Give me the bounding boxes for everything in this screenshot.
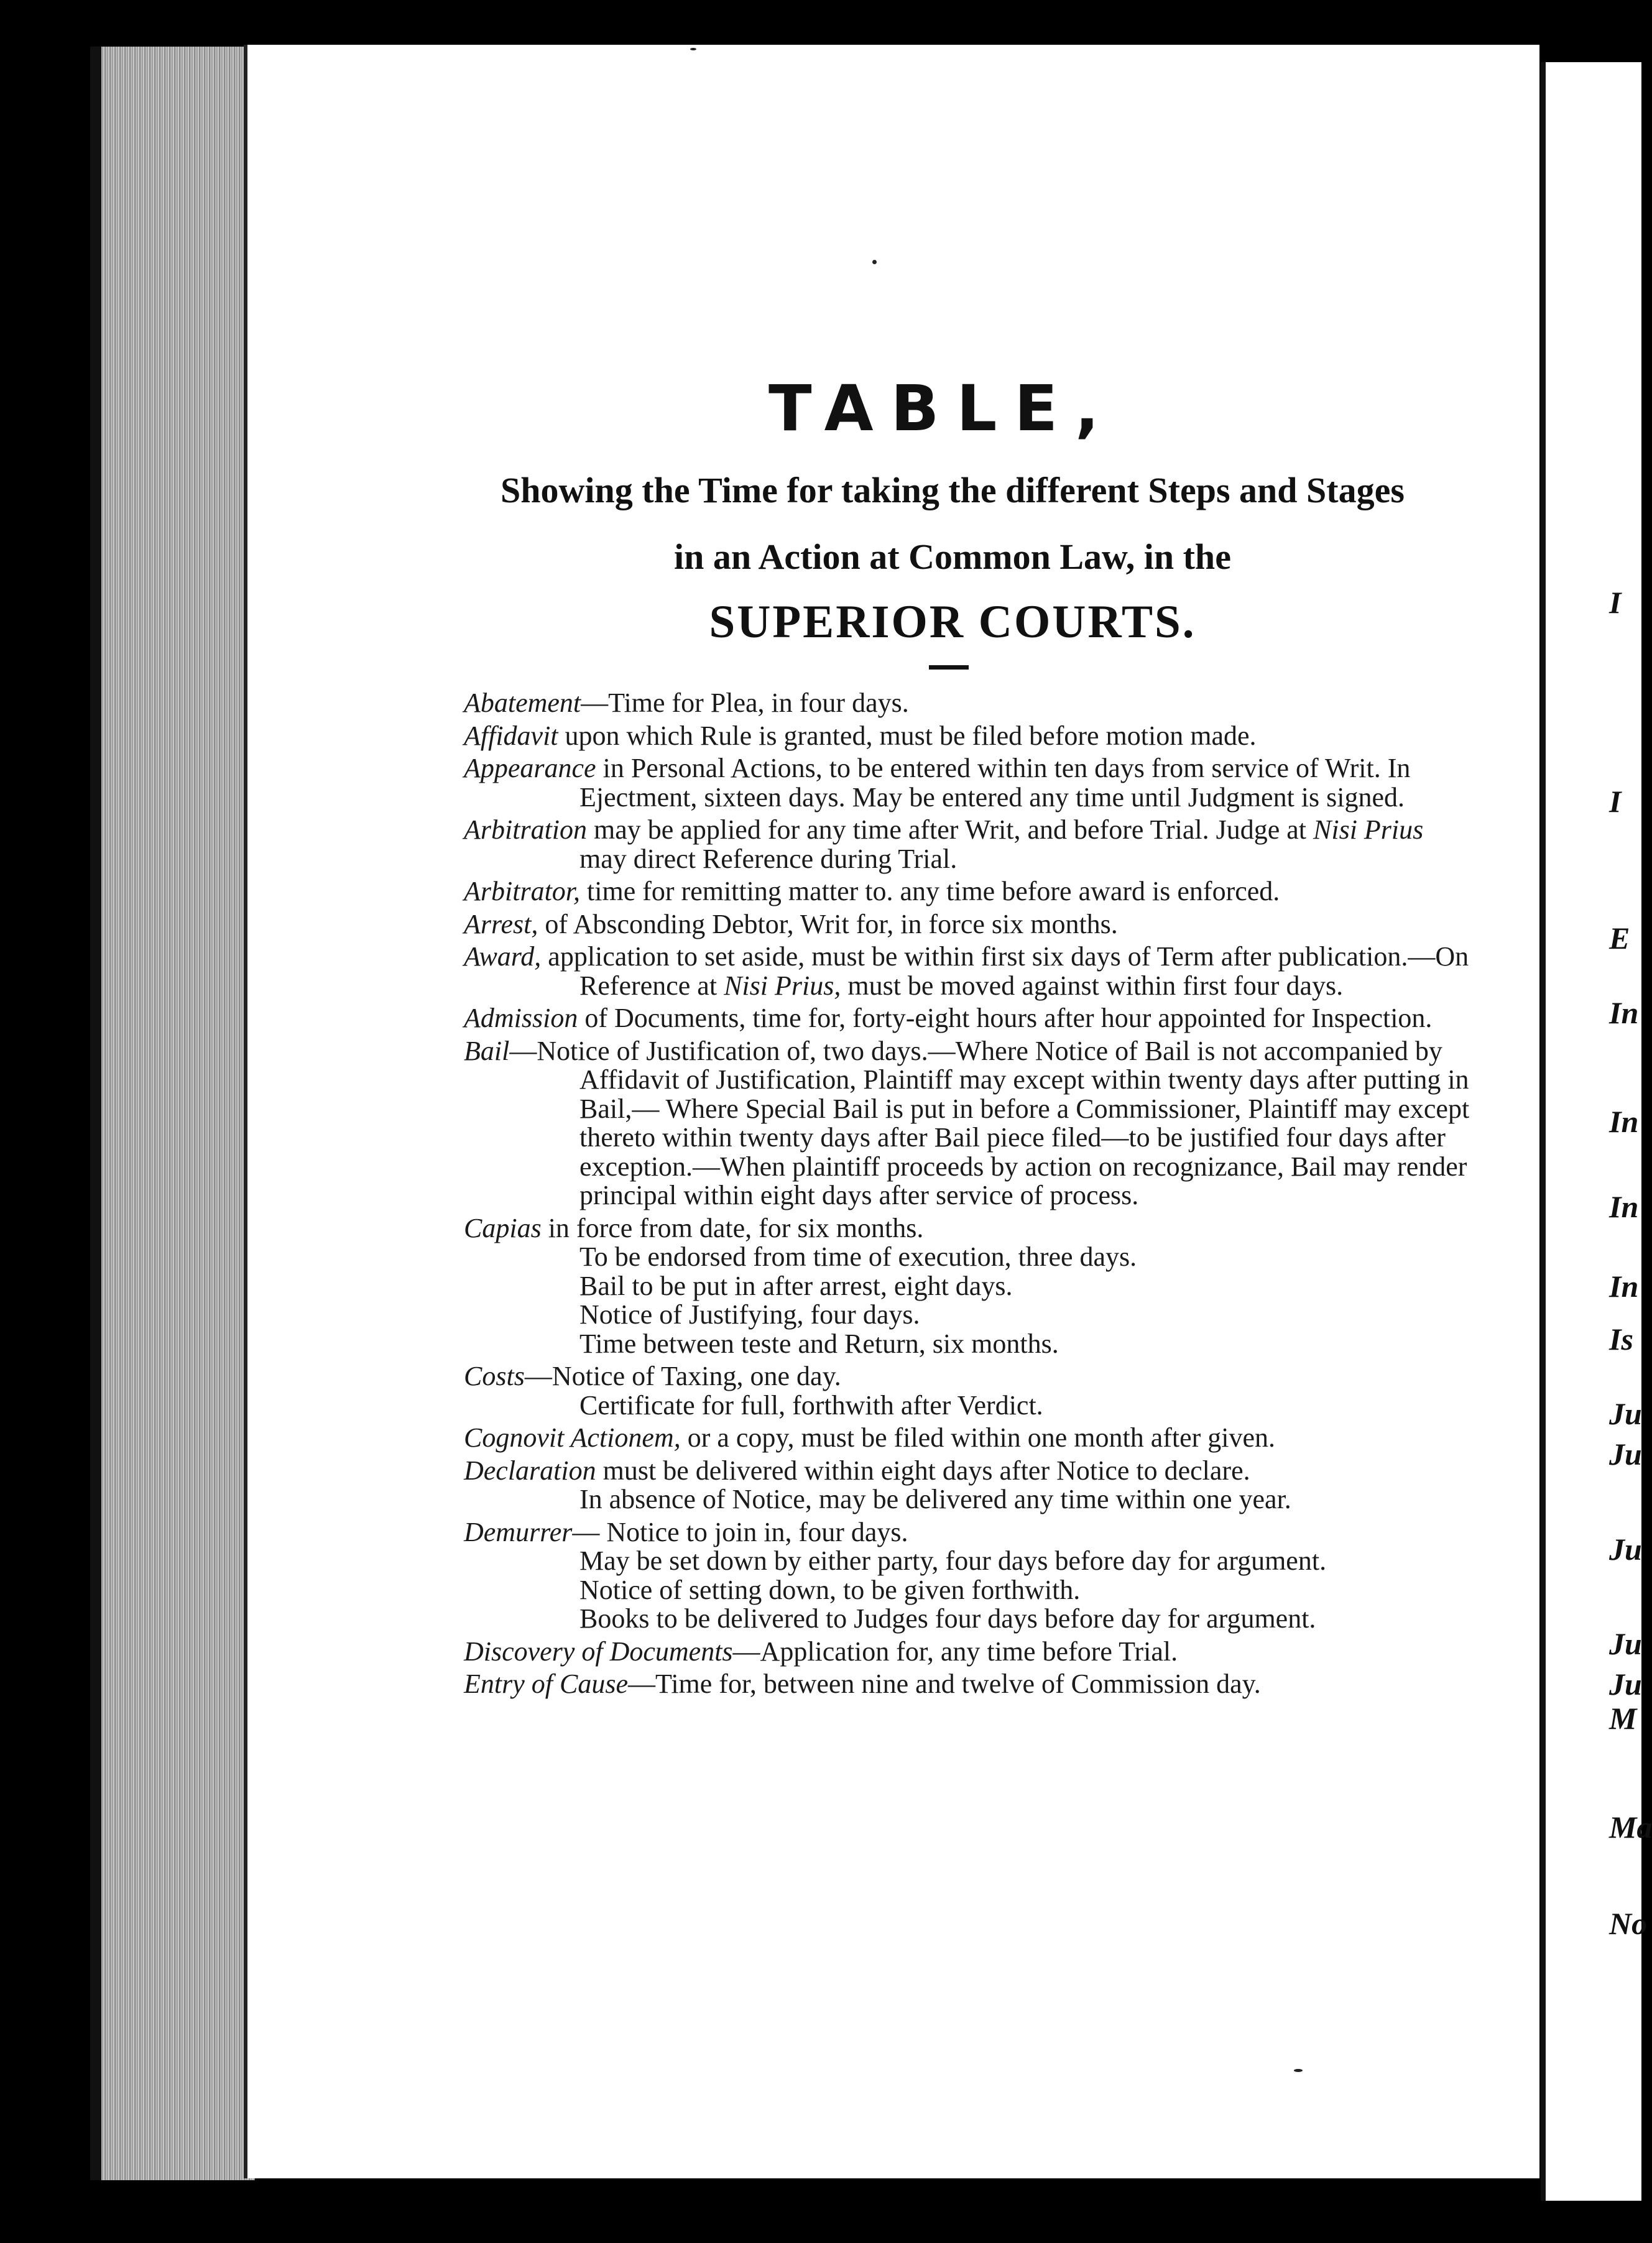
entry-text: — Notice to join in, four days. [572,1516,908,1547]
entry-text: may be applied for any time after Writ, and before Trial. Judge at [587,814,1306,845]
table-entry [464,910,1477,939]
table-entry [464,1424,1477,1453]
facing-page-fragment: In [1609,995,1639,1030]
entry-subline: May be set down by either party, four days before day for argument. [579,1545,1327,1576]
entry-subline: Bail to be put in after arrest, eight days. [579,1270,1013,1301]
table-entry [464,1670,1477,1699]
facing-page-fragment: I [1609,585,1622,620]
entry-term: Bail [464,1035,510,1066]
subtitle-line-2: in an Action at Common Law, in the [674,537,1231,577]
table-entry [464,722,1477,751]
print-speck [690,48,696,50]
entry-text: —Notice of Justification of, two days.—Where Notice of Bail is not accompanied by Affidavit of Justification, Plaintiff may except within twenty days after putting in Bail,— Where Special Bail is put in before a Commissioner, Plaintiff may except thereto within twenty days after Bail piece filed—to be justified four days after exception.—When plaintiff proceeds by action on recognizance, Bail may render principal within eight days after service of process. [509,1035,1470,1210]
table-entry [464,689,1477,718]
entry-text: or a copy, must be filed within one month after given. [680,1422,1276,1453]
entry-text: in force from date, for six months. [541,1212,924,1243]
subtitle-line-1: Showing the Time for taking the different Steps and Stages [501,470,1405,510]
entry-subline: Time between teste and Return, six months. [579,1328,1059,1359]
table-entry [464,1457,1477,1514]
entry-term: Demurrer [464,1516,573,1547]
table-entry [464,1214,1477,1359]
entry-text: of Absconding Debtor, Writ for, in force six months. [538,908,1118,939]
table-entry [464,816,1477,873]
entry-term: Costs [464,1361,525,1391]
entry-text: time for remitting matter to. any time before award is enforced. [580,876,1280,906]
entry-text: in Personal Actions, to be entered within ten days from service of Writ. In Ejectment, sixteen days. May be entered any time until Judgment is signed. [579,753,1411,813]
entry-term: Arbitration [464,814,588,845]
facing-page-fragment: Ju [1609,1532,1642,1567]
entry-text-tail: must be moved against within first four days. [841,970,1344,1001]
print-speck [872,260,877,264]
entry-term: Cognovit Actionem, [464,1422,681,1453]
entry-term: Declaration [464,1455,596,1486]
entry-text: must be delivered within eight days after Notice to declare. [596,1455,1250,1486]
entry-term: Discovery of Documents [464,1636,733,1667]
facing-page-fragment: In [1609,1269,1639,1304]
entry-term: Award, [464,941,542,972]
entry-term: Arbitrator, [464,876,581,906]
page-title: TABLE, [768,372,1117,446]
entry-term: Capias [464,1212,542,1243]
entry-subline: To be endorsed from time of execution, three days. [579,1241,1137,1272]
entry-subline: Certificate for full, forthwith after Verdict. [579,1389,1043,1421]
entry-subline: Notice of Justifying, four days. [579,1299,920,1330]
entry-text: upon which Rule is granted, must be filed before motion made. [558,720,1257,751]
entry-term: Admission [464,1003,578,1033]
entry-subline: Books to be delivered to Judges four days before day for argument. [579,1603,1316,1634]
subtitle-line-3: SUPERIOR COURTS. [709,596,1196,648]
table-entry [464,942,1477,1000]
entry-term: Arrest, [464,908,538,939]
facing-page-fragment: In [1609,1104,1639,1139]
table-entry [464,1637,1477,1667]
facing-page-fragment: Is [1609,1322,1633,1356]
table-entry [464,877,1477,906]
entry-text: —Time for Plea, in four days. [581,688,909,718]
entry-term: Abatement [464,688,581,718]
entry-text: —Time for, between nine and twelve of Commission day. [627,1669,1261,1699]
entry-text-tail: may direct Reference during Trial. [579,843,958,874]
book-page-edges [90,47,255,2180]
table-entry [464,1362,1477,1420]
entry-term: Affidavit [464,720,558,751]
book-spine-shadow [90,47,101,2180]
facing-page-fragment: Ju [1609,1437,1642,1472]
facing-page-fragment: Ma [1609,1810,1652,1845]
facing-page-fragment: M [1609,1701,1637,1736]
facing-page-fragment: E [1609,921,1630,956]
facing-page-fragment: In [1609,1189,1639,1224]
entry-subline: Notice of setting down, to be given forthwith. [579,1574,1081,1605]
facing-page-fragment: Ju [1609,1626,1642,1661]
title-rule [929,665,969,670]
entry-term: Appearance [464,753,596,783]
facing-page-fragment: I [1609,784,1622,819]
entry-subline: In absence of Notice, may be delivered any time within one year. [579,1484,1291,1514]
facing-page-fragment: No [1609,1906,1648,1941]
entries-list [464,689,1477,1703]
facing-page-fragment: Ju [1609,1396,1642,1431]
print-speck [1294,2069,1303,2072]
entry-text: application to set aside, must be within first six days of Term after publication.—On Reference at [541,941,1469,1001]
entry-term: Entry of Cause [464,1669,628,1699]
facing-page-fragment: Ju [1609,1667,1642,1702]
entry-text: of Documents, time for, forty-eight hours after hour appointed for Inspection. [578,1003,1433,1033]
entry-text: —Notice of Taxing, one day. [524,1361,841,1391]
entry-text: —Application for, any time before Trial. [732,1636,1178,1667]
entry-text-italic: Nisi Prius [1306,814,1424,845]
table-entry [464,1004,1477,1033]
table-entry [464,1518,1477,1634]
entry-text-italic: Nisi Prius, [717,970,841,1001]
table-entry [464,1037,1477,1210]
table-entry [464,754,1477,812]
